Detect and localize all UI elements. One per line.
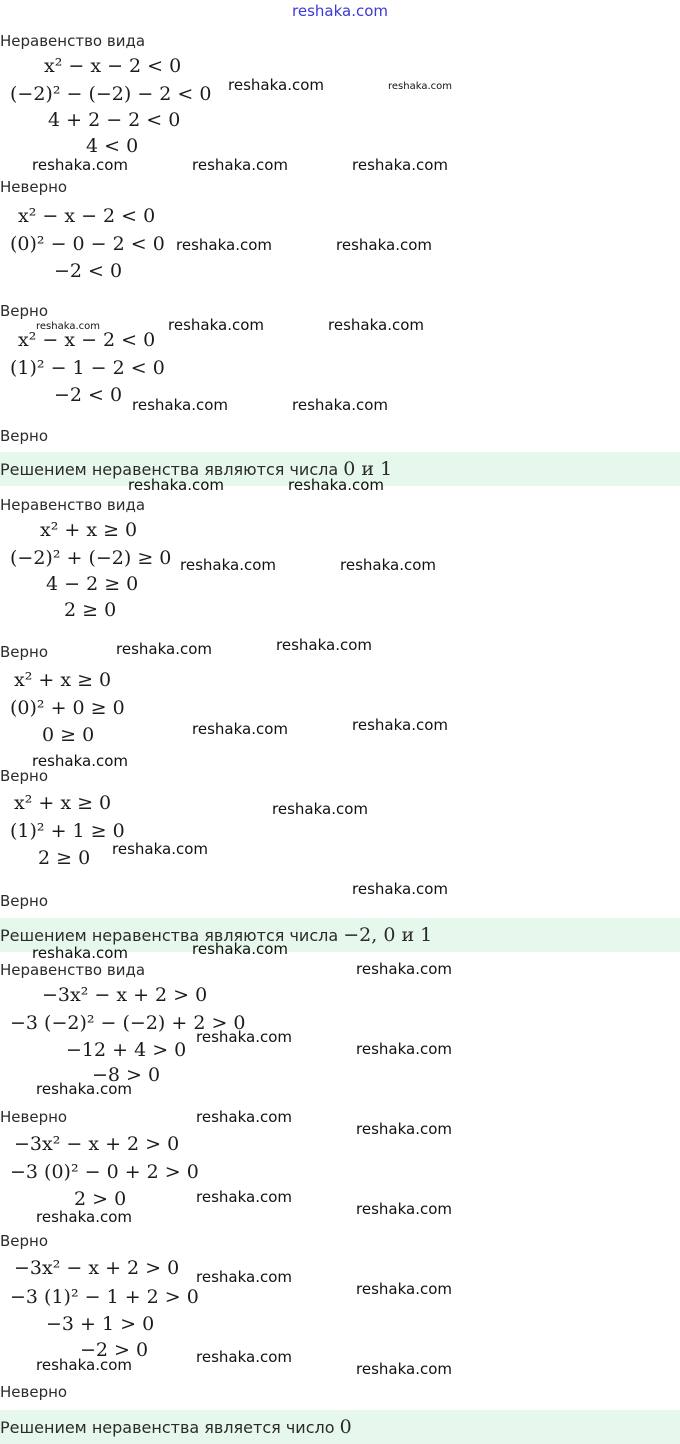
p2-c2-line1: x² + x ≥ 0 <box>14 669 112 691</box>
solution-text-part3: Решением неравенства является число <box>0 1418 335 1437</box>
watermark: reshaka.com <box>356 1200 452 1218</box>
solution-values-part2: −2, 0 и 1 <box>343 924 433 946</box>
p2-c1-line3: 4 − 2 ≥ 0 <box>46 573 139 595</box>
watermark: reshaka.com <box>176 236 272 254</box>
p2-c1-line2: (−2)² + (−2) ≥ 0 <box>10 547 172 569</box>
p2-c2-line3: 0 ≥ 0 <box>42 724 95 746</box>
p1-c1-line1: x² − x − 2 < 0 <box>44 55 182 77</box>
p2-c2-verdict: Верно <box>0 767 49 785</box>
watermark: reshaka.com <box>132 396 228 414</box>
p1-c2-line2: (0)² − 0 − 2 < 0 <box>10 233 165 255</box>
p3-c3-line4: −2 > 0 <box>80 1339 149 1361</box>
watermark: reshaka.com <box>272 800 368 818</box>
p2-c1-line1: x² + x ≥ 0 <box>40 519 138 541</box>
solution-text-part1: Решением неравенства являются числа <box>0 460 339 479</box>
watermark: reshaka.com <box>196 1028 292 1046</box>
p3-c1-line4: −8 > 0 <box>92 1064 161 1086</box>
watermark: reshaka.com <box>192 720 288 738</box>
p3-c3-verdict: Неверно <box>0 1383 68 1401</box>
watermark: reshaka.com <box>196 1108 292 1126</box>
p2-c2-line2: (0)² + 0 ≥ 0 <box>10 697 125 719</box>
watermark: reshaka.com <box>352 880 448 898</box>
watermark: reshaka.com <box>336 236 432 254</box>
watermark: reshaka.com <box>228 76 324 94</box>
p3-c2-line2: −3 (0)² − 0 + 2 > 0 <box>10 1161 199 1183</box>
solution-band-part3 <box>0 1410 680 1444</box>
p3-c1-line1: −3x² − x + 2 > 0 <box>42 984 208 1006</box>
solution-values-part3: 0 <box>339 1416 352 1438</box>
watermark: reshaka.com <box>356 960 452 978</box>
watermark: reshaka.com <box>180 556 276 574</box>
solution-text-part2: Решением неравенства являются числа <box>0 926 339 945</box>
p1-c2-line1: x² − x − 2 < 0 <box>18 205 156 227</box>
heading-part1: Неравенство вида <box>0 32 146 50</box>
watermark: reshaka.com <box>356 1120 452 1138</box>
watermark: reshaka.com <box>288 476 384 494</box>
p3-c2-verdict: Верно <box>0 1232 49 1250</box>
p1-c3-line2: (1)² − 1 − 2 < 0 <box>10 357 165 379</box>
watermark: reshaka.com <box>388 81 452 92</box>
p1-c1-line2: (−2)² − (−2) − 2 < 0 <box>10 83 212 105</box>
p3-c2-line1: −3x² − x + 2 > 0 <box>14 1133 180 1155</box>
watermark: reshaka.com <box>340 556 436 574</box>
solution-values-part1: 0 и 1 <box>343 458 393 480</box>
watermark: reshaka.com <box>276 636 372 654</box>
watermark: reshaka.com <box>328 316 424 334</box>
watermark: reshaka.com <box>128 476 224 494</box>
watermark: reshaka.com <box>36 1080 132 1098</box>
p2-c3-verdict: Верно <box>0 892 49 910</box>
watermark: reshaka.com <box>32 156 128 174</box>
p1-c1-verdict: Неверно <box>0 178 68 196</box>
watermark: reshaka.com <box>116 640 212 658</box>
heading-part2: Неравенство вида <box>0 496 146 514</box>
p1-c3-verdict: Верно <box>0 427 49 445</box>
watermark: reshaka.com <box>352 156 448 174</box>
p2-c3-line3: 2 ≥ 0 <box>38 847 91 869</box>
p3-c3-line1: −3x² − x + 2 > 0 <box>14 1257 180 1279</box>
watermark: reshaka.com <box>112 840 208 858</box>
p2-c3-line1: x² + x ≥ 0 <box>14 792 112 814</box>
watermark: reshaka.com <box>168 316 264 334</box>
watermark: reshaka.com <box>356 1280 452 1298</box>
p2-c3-line2: (1)² + 1 ≥ 0 <box>10 820 125 842</box>
watermark: reshaka.com <box>196 1348 292 1366</box>
p2-c1-verdict: Верно <box>0 643 49 661</box>
p3-c1-line2: −3 (−2)² − (−2) + 2 > 0 <box>10 1012 246 1034</box>
watermark: reshaka.com <box>292 396 388 414</box>
p3-c1-line3: −12 + 4 > 0 <box>66 1039 187 1061</box>
p1-c2-line3: −2 < 0 <box>54 260 123 282</box>
p1-c3-line1: x² − x − 2 < 0 <box>18 329 156 351</box>
watermark: reshaka.com <box>352 716 448 734</box>
watermark: reshaka.com <box>36 321 100 332</box>
watermark: reshaka.com <box>36 1208 132 1226</box>
p2-c1-line4: 2 ≥ 0 <box>64 599 117 621</box>
watermark: reshaka.com <box>196 1268 292 1286</box>
p3-c1-verdict: Неверно <box>0 1108 68 1126</box>
watermark: reshaka.com <box>32 752 128 770</box>
p3-c3-line2: −3 (1)² − 1 + 2 > 0 <box>10 1286 199 1308</box>
watermark: reshaka.com <box>192 156 288 174</box>
watermark: reshaka.com <box>32 944 128 962</box>
watermark: reshaka.com <box>36 1356 132 1374</box>
p3-c3-line3: −3 + 1 > 0 <box>46 1313 155 1335</box>
watermark: reshaka.com <box>192 940 288 958</box>
p1-c1-line3: 4 + 2 − 2 < 0 <box>48 109 181 131</box>
heading-part3: Неравенство вида <box>0 961 146 979</box>
p3-c2-line3: 2 > 0 <box>74 1188 127 1210</box>
p1-c3-line3: −2 < 0 <box>54 384 123 406</box>
watermark: reshaka.com <box>356 1040 452 1058</box>
p1-c2-verdict: Верно <box>0 302 49 320</box>
watermark: reshaka.com <box>356 1360 452 1378</box>
site-logo[interactable]: reshaka.com <box>292 2 388 20</box>
p1-c1-line4: 4 < 0 <box>86 135 139 157</box>
watermark: reshaka.com <box>196 1188 292 1206</box>
